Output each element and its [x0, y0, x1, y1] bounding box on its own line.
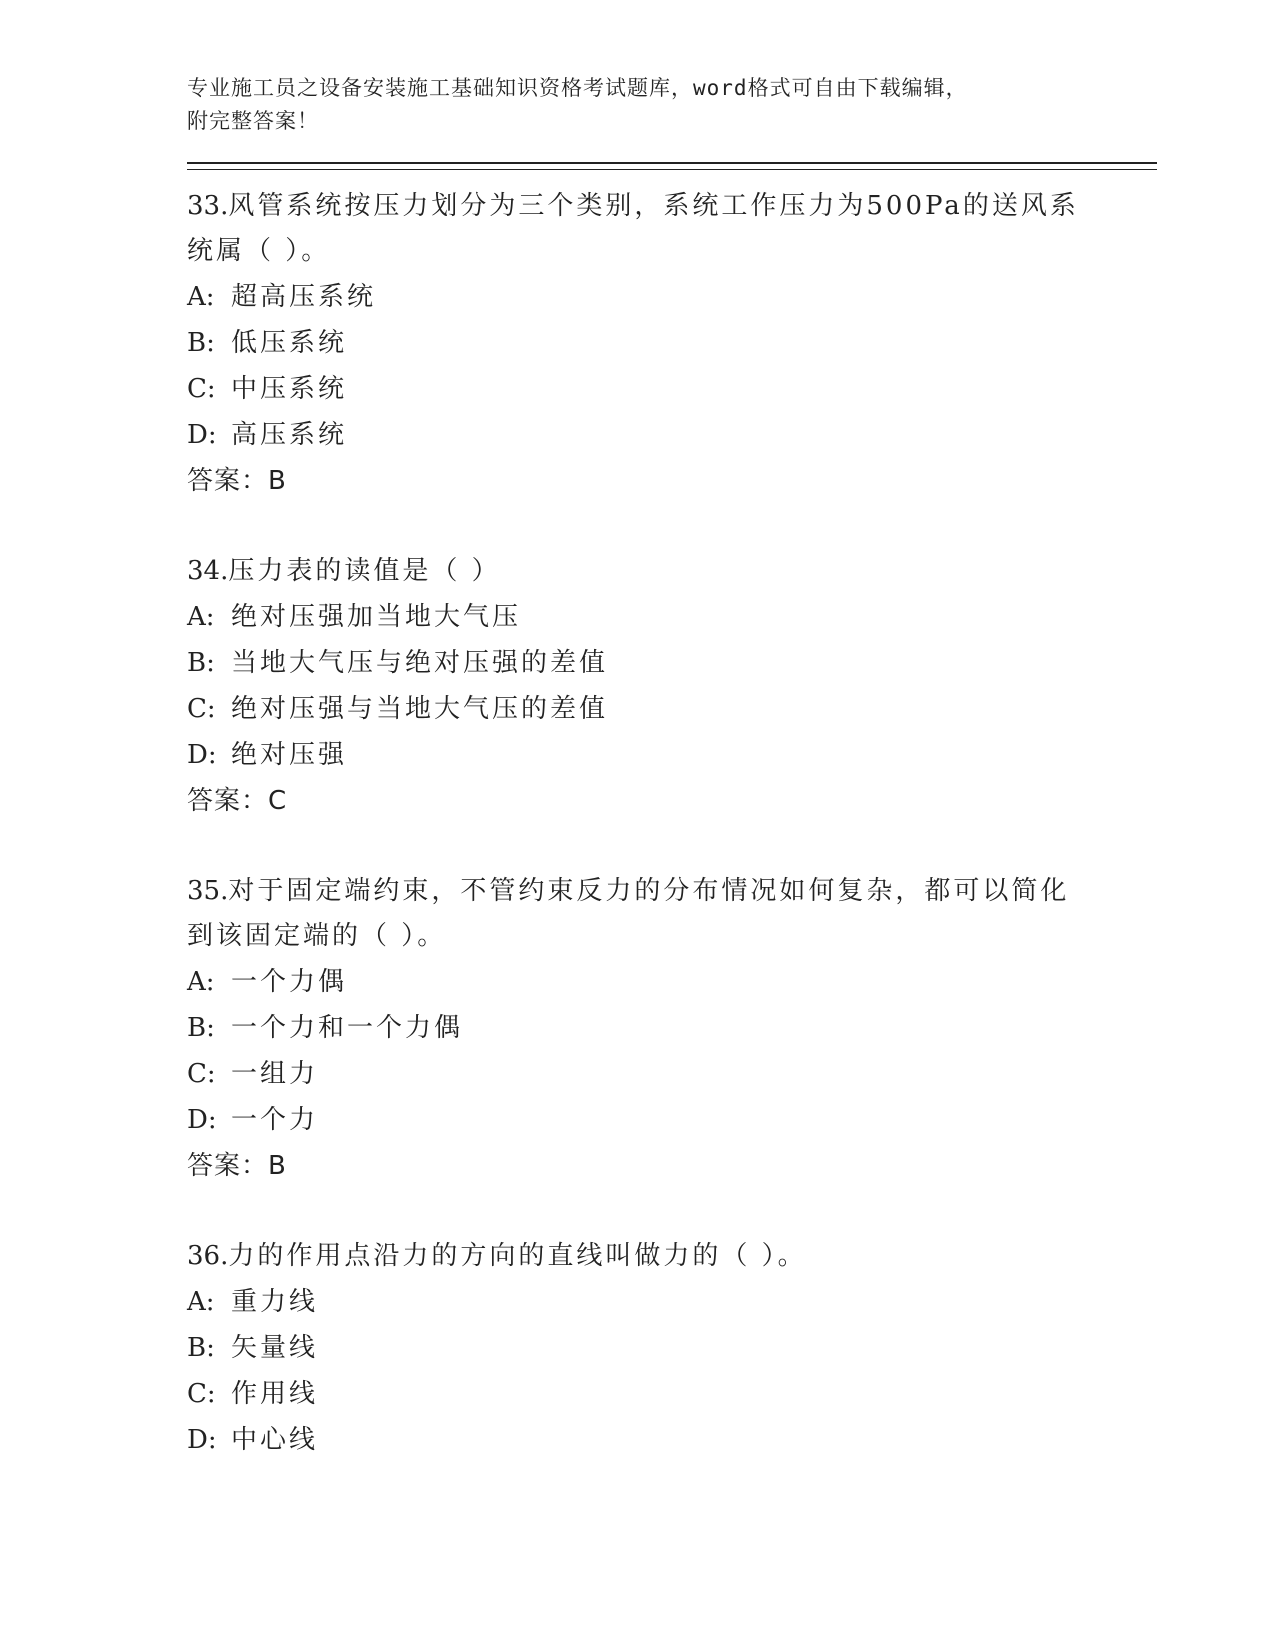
question-34 — [187, 549, 1157, 824]
option-letter: A: — [187, 967, 215, 997]
option-letter: C: — [187, 694, 216, 724]
option-c — [187, 1051, 1157, 1097]
question-number: 36. — [187, 1241, 229, 1271]
option-letter: C: — [187, 1059, 216, 1089]
option-b — [187, 640, 1157, 686]
question-33 — [187, 184, 1157, 504]
option-a — [187, 274, 1157, 320]
option-text: 高压系统 — [231, 420, 348, 450]
option-letter: D: — [187, 1425, 217, 1455]
option-d — [187, 732, 1157, 778]
option-letter: B: — [187, 648, 215, 678]
option-c — [187, 366, 1157, 412]
answer-line: 答案：B — [187, 1151, 287, 1181]
option-letter: B: — [187, 1333, 215, 1363]
option-b — [187, 320, 1157, 366]
question-stem-line-1: 对于固定端约束，不管约束反力的分布情况如何复杂，都可以简化 — [228, 876, 1070, 906]
option-text: 绝对压强加当地大气压 — [231, 602, 522, 632]
option-letter: A: — [187, 602, 215, 632]
option-text: 绝对压强与当地大气压的差值 — [231, 694, 609, 724]
header-line-1: 专业施工员之设备安装施工基础知识资格考试题库，word格式可自由下载编辑， — [187, 76, 968, 100]
document-header — [187, 72, 1157, 138]
option-b — [187, 1325, 1157, 1371]
question-stem — [187, 549, 1157, 594]
option-d — [187, 412, 1157, 458]
answer-line: 答案：C — [187, 786, 288, 816]
option-text: 作用线 — [231, 1379, 319, 1409]
option-text: 超高压系统 — [231, 282, 377, 312]
option-a — [187, 594, 1157, 640]
option-d — [187, 1417, 1157, 1463]
option-text: 绝对压强 — [231, 740, 348, 770]
answer-line: 答案：B — [187, 466, 287, 496]
option-b — [187, 1005, 1157, 1051]
question-stem-line-1: 力的作用点沿力的方向的直线叫做力的（ ）。 — [228, 1241, 807, 1271]
question-list — [187, 184, 1157, 1463]
option-letter: B: — [187, 1013, 215, 1043]
option-text: 低压系统 — [231, 328, 348, 358]
question-stem-line-2: 统属（ ）。 — [187, 236, 331, 266]
option-text: 一个力 — [231, 1105, 319, 1135]
question-stem — [187, 184, 1157, 229]
option-text: 一个力和一个力偶 — [231, 1013, 464, 1043]
document-page — [187, 72, 1157, 1508]
option-letter: C: — [187, 374, 216, 404]
question-number: 33. — [187, 191, 229, 221]
option-text: 重力线 — [231, 1287, 319, 1317]
question-number: 34. — [187, 556, 229, 586]
question-stem-line-1: 风管系统按压力划分为三个类别，系统工作压力为500Pa的送风系 — [228, 191, 1079, 221]
option-letter: D: — [187, 740, 217, 770]
option-text: 一个力偶 — [231, 967, 348, 997]
header-line-2: 附完整答案！ — [187, 109, 319, 133]
question-stem — [187, 869, 1157, 914]
option-a — [187, 959, 1157, 1005]
question-stem — [187, 1234, 1157, 1279]
question-35 — [187, 869, 1157, 1189]
option-a — [187, 1279, 1157, 1325]
option-c — [187, 1371, 1157, 1417]
option-text: 一组力 — [231, 1059, 319, 1089]
option-letter: B: — [187, 328, 215, 358]
option-letter: C: — [187, 1379, 216, 1409]
option-text: 矢量线 — [231, 1333, 319, 1363]
option-text: 中心线 — [231, 1425, 319, 1455]
question-number: 35. — [187, 876, 229, 906]
option-letter: A: — [187, 1287, 215, 1317]
option-letter: A: — [187, 282, 215, 312]
option-c — [187, 686, 1157, 732]
option-text: 中压系统 — [231, 374, 348, 404]
question-stem-line-1: 压力表的读值是（ ） — [228, 556, 501, 586]
question-stem-line-2: 到该固定端的（ ）。 — [187, 921, 447, 951]
option-letter: D: — [187, 1105, 217, 1135]
header-divider — [187, 162, 1157, 170]
question-36 — [187, 1234, 1157, 1463]
option-letter: D: — [187, 420, 217, 450]
option-text: 当地大气压与绝对压强的差值 — [231, 648, 609, 678]
option-d — [187, 1097, 1157, 1143]
